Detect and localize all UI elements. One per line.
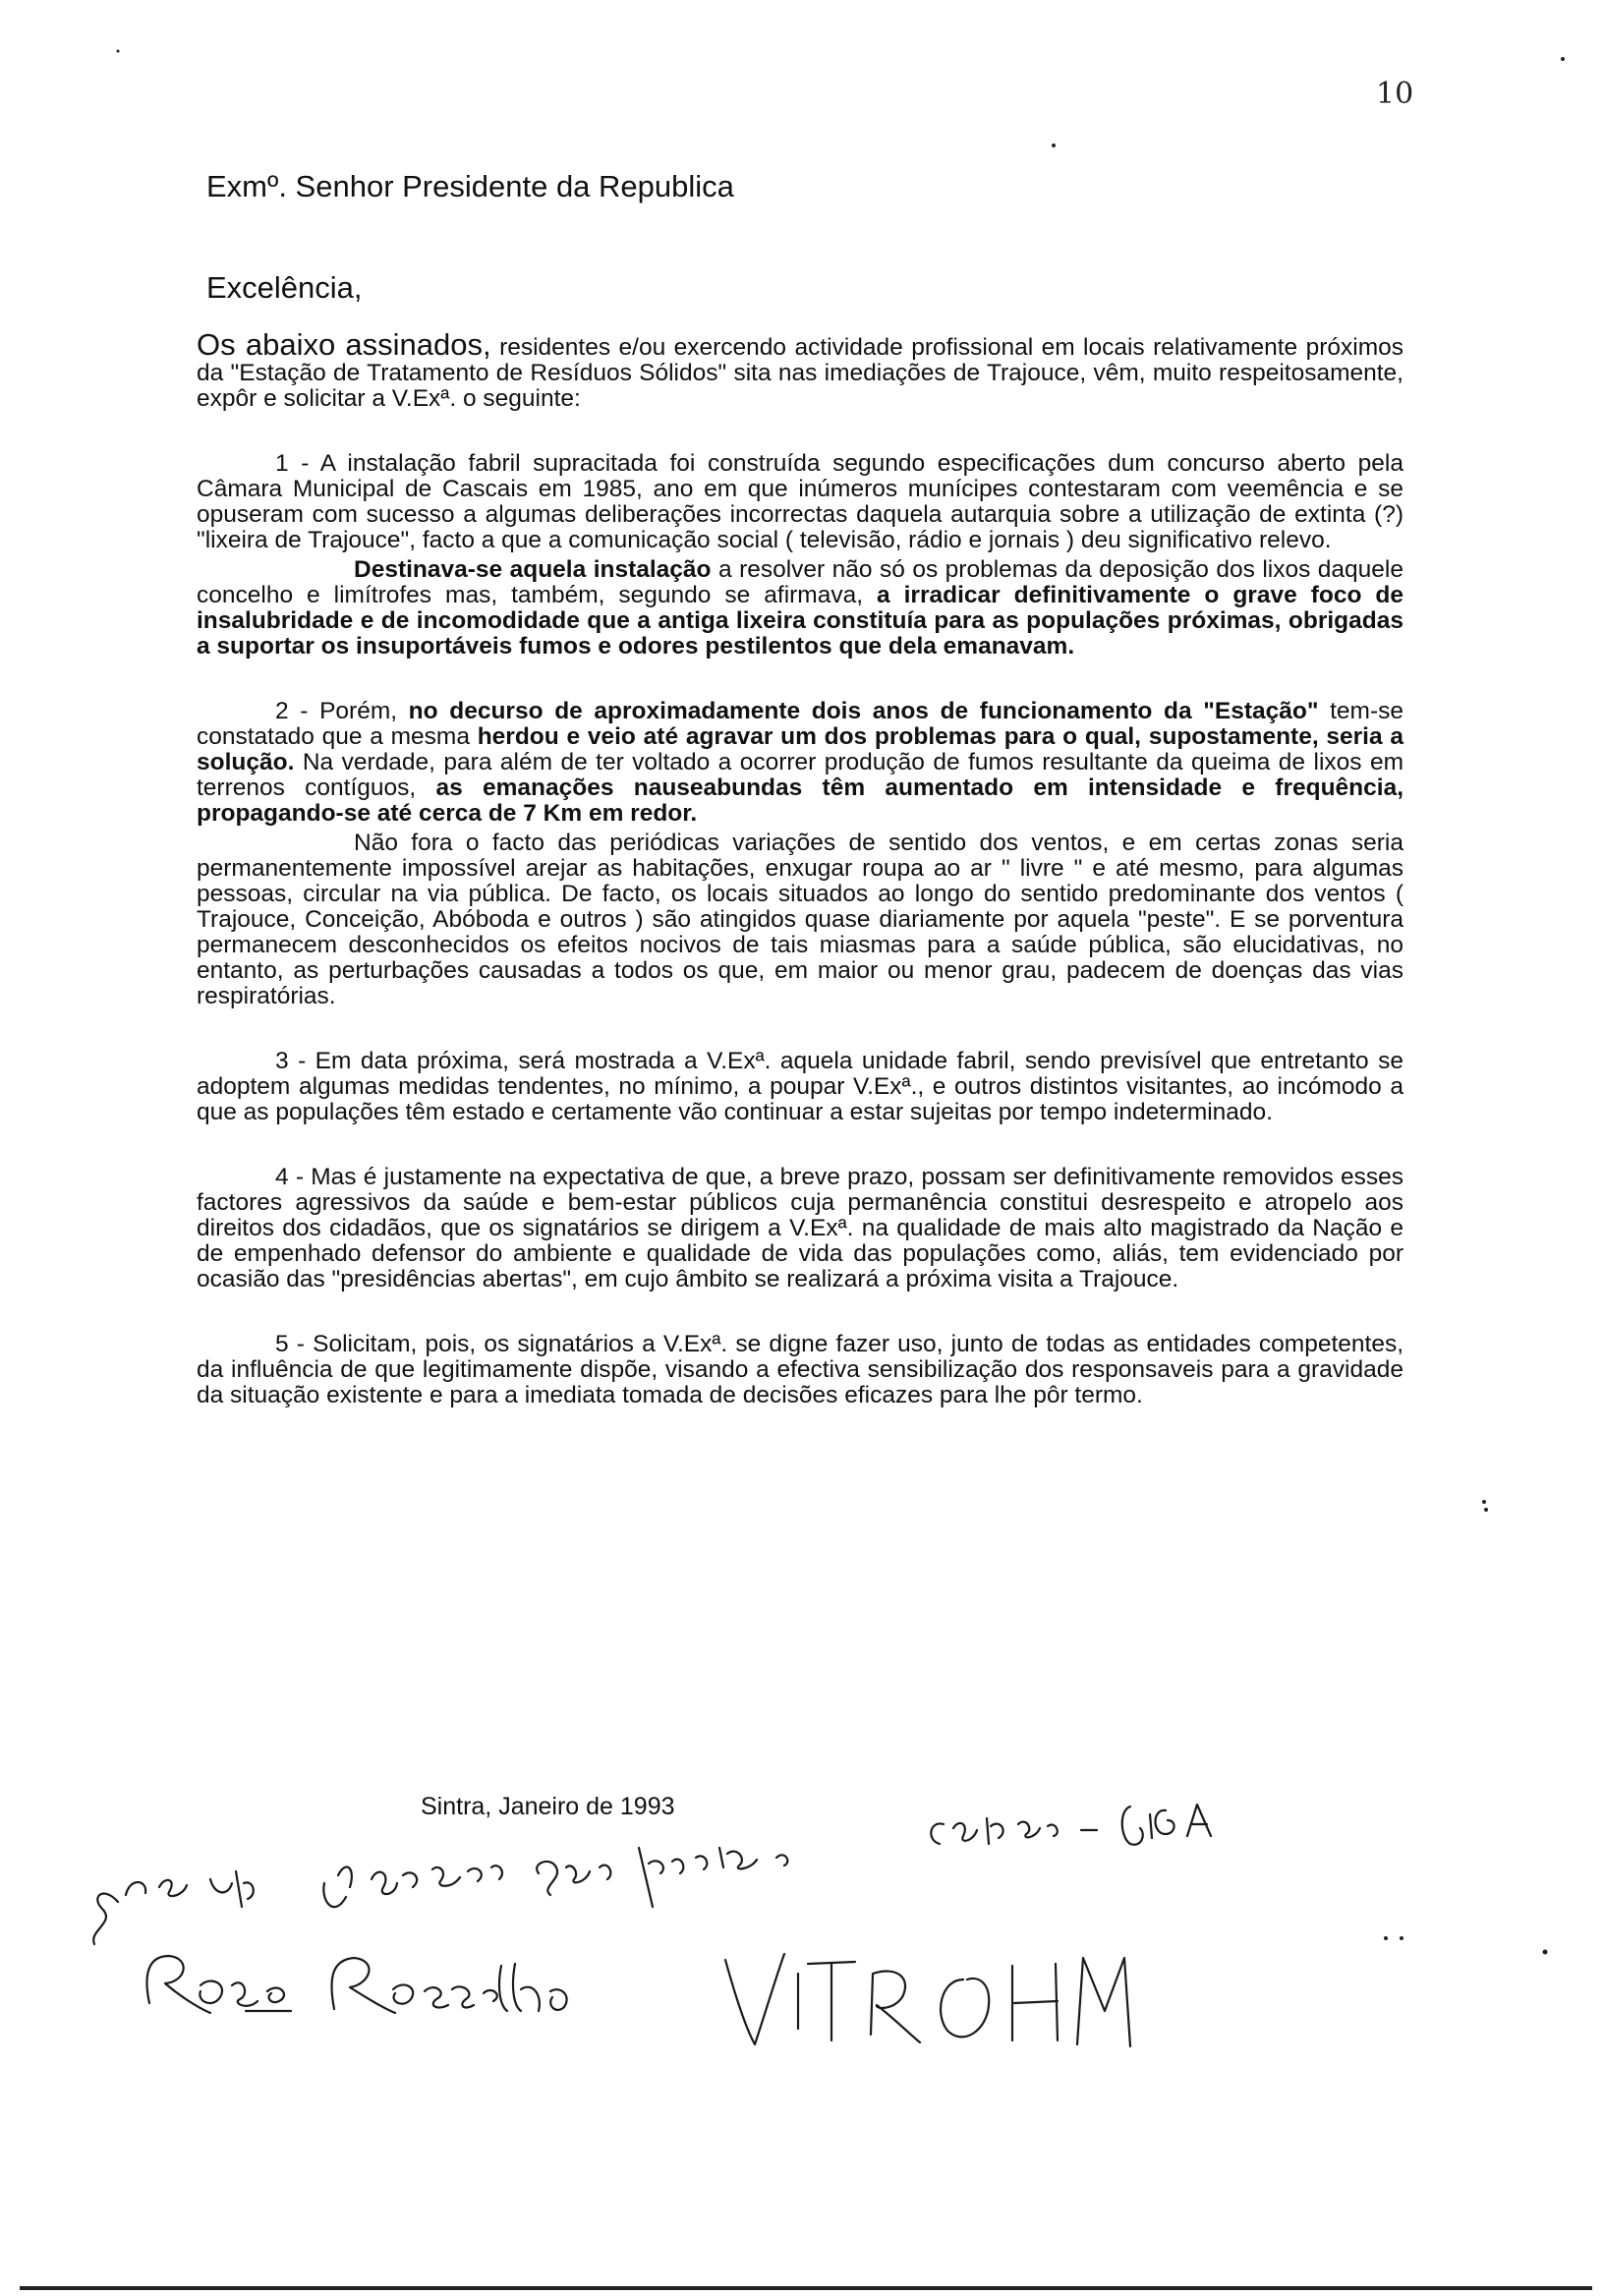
scan-speck [117, 50, 120, 53]
scan-speck [1482, 1500, 1486, 1504]
paragraph-2a-text-2: tem-se constatado que a mesma [197, 698, 1404, 750]
place-date: Sintra, Janeiro de 1993 [421, 1793, 675, 1820]
paragraph-2b-text: Não fora o facto das periódicas variações de sentido dos ventos, e em certas zonas seria permanentemente impossível arejar as habitações, enxugar roupa ao ar " livre " e até mesmo, para algumas pessoas, circular na via pública. De facto, os locais situados ao longo do sentido predominante dos ventos ( Trajouce, Conceição, Abóboda e outros ) são atingidos quase diariamente por aquela "peste". E se porventura permanecem desconhecidos os efeitos nocivos de tais miasmas para a saúde pública, são elucidativas, no entanto, as perturbações causadas a todos os que, em maior ou menor grau, padecem de doenças das vias respiratórias. [197, 830, 1404, 1009]
paragraph-5-text: 5 - Solicitam, pois, os signatários a V.Exª. se digne fazer uso, junto de todas as entidades competentes, da influência de que legitimamente dispõe, visando a efectiva sensibilização dos responsaveis para a gravidade da situação existente e para a imediata tomada de decisões eficazes para lhe pôr termo. [197, 1331, 1404, 1408]
scan-speck [1561, 57, 1565, 61]
paragraph-3-text: 3 - Em data próxima, será mostrada a V.Exª. aquela unidade fabril, sendo previsível que entretanto se adoptem algumas medidas tendentes, no mínimo, a poupar V.Exª., e outros distintos visitantes, ao incómodo a que as populações têm estado e certamente vão continuar a estar sujeitas por tempo indeterminado. [197, 1048, 1404, 1125]
scan-speck [1052, 144, 1056, 147]
signature-3 [146, 1956, 566, 2013]
paragraph-1b-bold-1: Destinava-se aquela instalação [354, 556, 712, 583]
scan-speck [1400, 1936, 1404, 1940]
paragraph-2a-text-1: 2 - Porém, [275, 698, 409, 724]
scan-speck [1484, 1508, 1488, 1512]
paragraph-1b-bold-2: a irradicar definitivamente o grave foco de insalubridade e de incomodidade que a antiga lixeira constituía para as populações próximas, obrigadas a suportar os insuportáveis fumos e odores pestilentos que dela emanavam. [197, 582, 1404, 660]
intro-text: residentes e/ou exercendo actividade profissional em locais relativamente próximos da "Estação de Tratamento de Resíduos Sólidos" sita nas imediações de Trajouce, vêm, muito respeitosamente, expôr e solicitar a V.Exª. o seguinte: [197, 334, 1404, 412]
paragraph-2a-bold-2: herdou e veio até agravar um dos problemas para o qual, supostamente, seria a solução. [197, 723, 1404, 775]
paragraph-2a-text-3: Na verdade, para além de ter voltado a ocorrer produção de fumos resultante da queima de lixos em terrenos contíguos, [197, 749, 1404, 801]
intro-lead: Os abaixo assinados, [197, 327, 491, 362]
scan-speck [1543, 1950, 1548, 1955]
paragraph-4-text: 4 - Mas é justamente na expectativa de que, a breve prazo, possam ser definitivamente removidos esses factores agressivos da saúde e bem-estar públicos cuja permanência constitui desrespeito e atropelo aos direitos dos cidadãos, que os signatários se dirigem a V.Exª. na qualidade de mais alto magistrado da Nação e de empenhado defensor do ambiente e qualidade de vida das populações como, aliás, tem evidenciado por ocasião das "presidências abertas", em cujo âmbito se realizará a próxima visita a Trajouce. [197, 1164, 1404, 1292]
paragraph-2a-bold-3: as emanações nauseabundas têm aumentado em intensidade e frequência, propagando-se até cerca de 7 Km em redor. [197, 775, 1404, 827]
signature-1 [93, 1848, 787, 1944]
salutation: Exmº. Senhor Presidente da Republica [206, 169, 734, 203]
page-number: 10 [1376, 77, 1414, 111]
scan-speck [1384, 1936, 1388, 1940]
signature-2 [931, 1805, 1211, 1845]
paragraph-2a-bold-1: no decurso de aproximadamente dois anos de funcionamento da "Estação" [408, 698, 1319, 724]
paragraph-1b-text-1: a resolver não só os problemas da deposição dos lixos daquele concelho e limítrofes mas, também, segundo se afirmava, [197, 556, 1404, 608]
paragraph-1a-text: 1 - A instalação fabril supracitada foi construída segundo especificações dum concurso aberto pela Câmara Municipal de Cascais em 1985, ano em que inúmeros munícipes contestaram com veemência e se opuseram com sucesso a algumas deliberações incorrectas daquela autarquia sobre a utilização de extinta (?) "lixeira de Trajouce", facto a que a comunicação social ( televisão, rádio e jornais ) deu significativo relevo. [197, 450, 1404, 553]
greeting: Excelência, [206, 270, 363, 305]
bottom-rule [20, 2286, 1592, 2290]
signature-4 [725, 1954, 1130, 2046]
